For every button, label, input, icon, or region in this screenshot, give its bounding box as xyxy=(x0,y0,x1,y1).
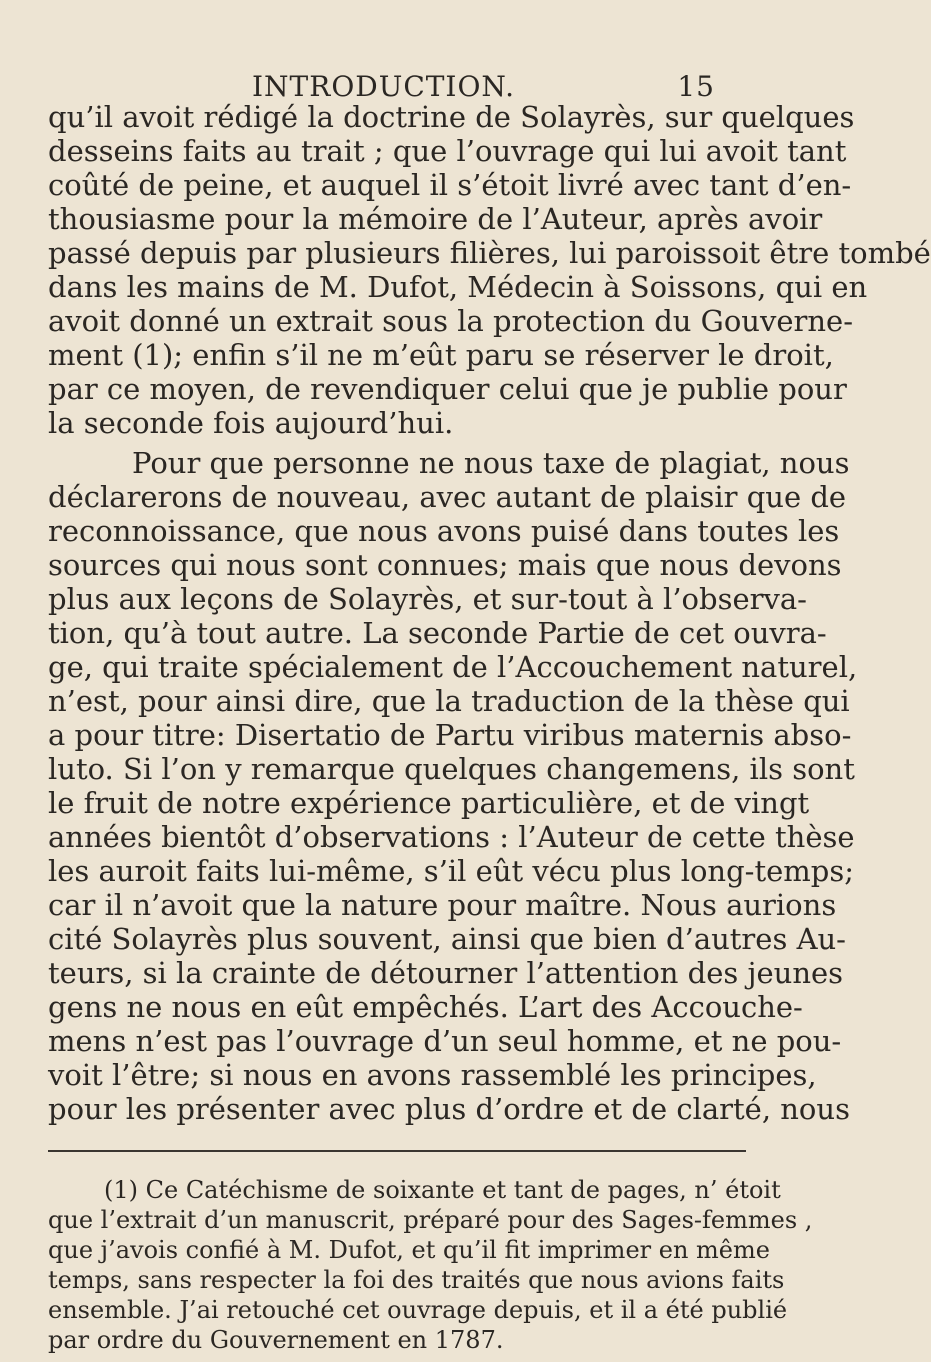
page-number: 15 xyxy=(677,70,715,103)
text-line: cité Solayrès plus souvent, ainsi que bien d’autres Au- xyxy=(48,922,846,956)
footnote-line: par ordre du Gouvernement en 1787. xyxy=(48,1326,504,1354)
text-line: reconnoissance, que nous avons puisé dans toutes les xyxy=(48,514,840,548)
text-line: par ce moyen, de revendiquer celui que je publie pour xyxy=(48,372,847,406)
text-line: plus aux leçons de Solayrès, et sur-tout à l’observa- xyxy=(48,582,807,616)
footnote-line: ensemble. J’ai retouché cet ouvrage depuis, et il a été publié xyxy=(48,1296,788,1324)
text-line: coûté de peine, et auquel il s’étoit livré avec tant d’en- xyxy=(48,168,852,202)
footnote-line: que l’extrait d’un manuscrit, préparé pour des Sages-femmes , xyxy=(48,1206,813,1234)
text-line: car il n’avoit que la nature pour maître. Nous aurions xyxy=(48,888,837,922)
footnote-line: temps, sans respecter la foi des traités que nous avions faits xyxy=(48,1266,785,1294)
text-line: ment (1); enfin s’il ne m’eût paru se réserver le droit, xyxy=(48,338,834,372)
footnote-line: (1) Ce Catéchisme de soixante et tant de pages, n’ étoit xyxy=(104,1176,781,1204)
text-line: Pour que personne ne nous taxe de plagiat, nous xyxy=(132,446,850,480)
text-line: pour les présenter avec plus d’ordre et de clarté, nous xyxy=(48,1092,850,1126)
text-line: n’est, pour ainsi dire, que la traduction de la thèse qui xyxy=(48,684,850,718)
running-title: INTRODUCTION. xyxy=(252,70,516,103)
text-line: desseins faits au trait ; que l’ouvrage qui lui avoit tant xyxy=(48,134,847,168)
text-line: voit l’être; si nous en avons rassemblé les principes, xyxy=(48,1058,817,1092)
text-line: années bientôt d’observations : l’Auteur de cette thèse xyxy=(48,820,855,854)
footnote-separator xyxy=(48,1150,746,1152)
text-line: mens n’est pas l’ouvrage d’un seul homme, et ne pou- xyxy=(48,1024,842,1058)
text-line: déclarerons de nouveau, avec autant de plaisir que de xyxy=(48,480,847,514)
text-line: dans les mains de M. Dufot, Médecin à Soissons, qui en xyxy=(48,270,868,304)
text-line: la seconde fois aujourd’hui. xyxy=(48,406,454,440)
text-line: luto. Si l’on y remarque quelques changemens, ils sont xyxy=(48,752,855,786)
text-line: le fruit de notre expérience particulière, et de vingt xyxy=(48,786,810,820)
text-line: teurs, si la crainte de détourner l’attention des jeunes xyxy=(48,956,844,990)
text-line: les auroit faits lui-même, s’il eût vécu plus long-temps; xyxy=(48,854,854,888)
text-line: passé depuis par plusieurs filières, lui paroissoit être tombé xyxy=(48,236,931,270)
text-line: avoit donné un extrait sous la protection du Gouverne- xyxy=(48,304,854,338)
text-line: tion, qu’à tout autre. La seconde Partie de cet ouvra- xyxy=(48,616,827,650)
text-line: qu’il avoit rédigé la doctrine de Solayrès, sur quelques xyxy=(48,100,855,134)
text-line: ge, qui traite spécialement de l’Accouchement naturel, xyxy=(48,650,858,684)
text-line: a pour titre: Disertatio de Partu viribus maternis abso- xyxy=(48,718,852,752)
footnote-line: que j’avois confié à M. Dufot, et qu’il fit imprimer en même xyxy=(48,1236,770,1264)
text-line: sources qui nous sont connues; mais que nous devons xyxy=(48,548,842,582)
text-line: thousiasme pour la mémoire de l’Auteur, après avoir xyxy=(48,202,823,236)
text-line: gens ne nous en eût empêchés. L’art des Accouche- xyxy=(48,990,803,1024)
